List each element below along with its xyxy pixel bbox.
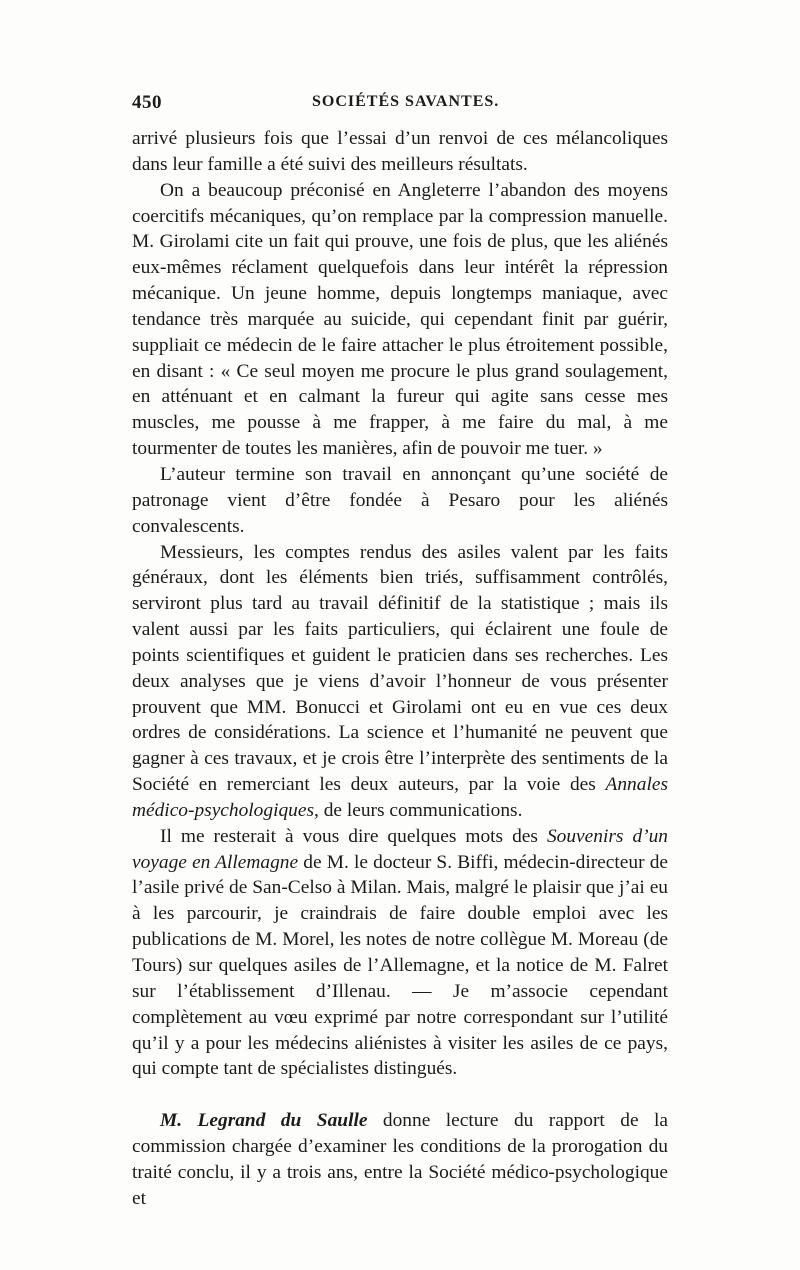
paragraph-conclusion-text: Messieurs, les comptes rendus des asiles valent par les faits généraux, dont les éléments bien triés, suffisamment contrôlés, serviront plus tard au travail définitif de la statistique ; mais ils valent aussi par les faits particuliers, qui éclairent une foule de points scientifiques et guident le praticien dans ses recherches. Les deux analyses que je viens d’avoir l’honneur de vous présenter prouvent que MM. Bonucci et Girolami ont eu en vue ces deux ordres de considérations. La science et l’humanité ne peuvent que gagner à ces travaux, et je crois être l’interprète des sentiments de la Société en remerciant les deux auteurs, par la voie des	[132, 541, 668, 796]
paragraph-souvenirs	[132, 824, 668, 1082]
paragraph-souvenirs-text: de M. le docteur S. Biffi, médecin-directeur de l’asile privé de San-Celso à Milan. Mais, malgré le plaisir que j’ai eu à les parcourir, je craindrais de faire double emploi avec les publications de M. Morel, les notes de notre collègue M. Moreau (de Tours) sur quelques asiles de l’Allemagne, et la notice de M. Falret sur l’établissement d’Illenau. — Je m’associe cependant complètement au vœu exprimé par notre correspondant sur l’utilité qu’il y a pour les médecins aliénistes à visiter les asiles de ce pays, qui compte tant de spécialistes distingués.	[132, 851, 668, 1080]
paragraph-souvenirs-start: Il me resterait à vous dire quelques mots des	[160, 825, 547, 847]
paragraph-continuation: arrivé plusieurs fois que l’essai d’un renvoi de ces mélancoliques dans leur famille a été suivi des meilleurs résultats.	[132, 128, 668, 175]
book-title: Souvenirs d’un voyage en Allemagne	[132, 825, 668, 873]
running-title: SOCIÉTÉS SAVANTES.	[312, 93, 500, 110]
paragraph-coercion: On a beaucoup préconisé en Angleterre l’abandon des moyens coercitifs mécaniques, qu’on remplace par la compression manuelle. M. Girolami cite un fait qui prouve, une fois de plus, que les aliénés eux-mêmes réclament quelquefois dans leur intérêt la répression mécanique. Un jeune homme, depuis longtemps maniaque, avec tendance très marquée au suicide, qui cependant finit par guérir, suppliait ce médecin de le faire attacher le plus étroitement possible, en disant : « Ce seul moyen me procure le plus grand soulagement, en atténuant et en calmant la fureur qui agite sans cesse mes muscles, me pousse à me frapper, à me faire du mal, à me tourmenter de toutes les manières, afin de pouvoir me tuer. »	[132, 179, 668, 460]
paragraph-conclusion	[132, 540, 668, 824]
paragraph-conclusion-end: , de leurs communications.	[314, 799, 523, 821]
page-number: 450	[132, 92, 162, 113]
body-text	[132, 126, 668, 1211]
paragraph-legrand	[132, 1108, 668, 1211]
speaker-name: M. Legrand du Saulle	[160, 1110, 368, 1132]
paragraph-legrand-text: donne lecture du rapport de la commission chargée d’examiner les conditions de la prorogation du traité conclu, il y a trois ans, entre la Société médico-psychologique et	[132, 1110, 668, 1209]
paragraph-patronage: L’auteur termine son travail en annonçant qu’une société de patronage vient d’être fondée à Pesaro pour les aliénés convalescents.	[132, 463, 668, 537]
page-header	[132, 92, 668, 118]
journal-title: Annales médico-psychologiques	[132, 774, 668, 821]
